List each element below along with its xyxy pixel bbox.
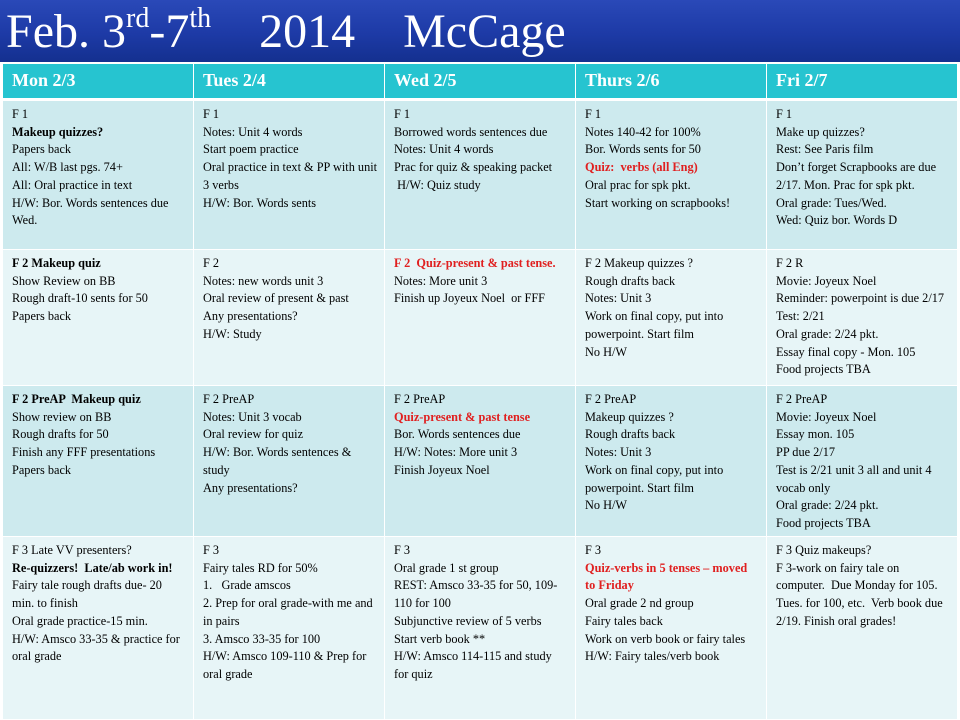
cell-line: Work on final copy, put into powerpoint. Start film: [585, 462, 727, 495]
cell-line: Notes: Unit 3: [585, 445, 652, 460]
cell-line: Subjunctive review of 5 verbs: [394, 613, 542, 628]
cell-line: Oral grade 1 st group: [394, 560, 499, 575]
cell-line: Notes: More unit 3: [394, 273, 488, 288]
cell-line: Finish any FFF presentations: [12, 445, 156, 460]
cell-line: Fairy tales RD for 50%: [203, 560, 318, 575]
cell-line: Essay mon. 105: [776, 427, 855, 442]
cell-line: Start working on scrapbooks!: [585, 195, 731, 210]
cell-line: F 2 R: [776, 256, 804, 270]
cell-line: Fairy tale rough drafts due- 20 min. to finish: [12, 578, 165, 611]
cell-line: No H/W: [585, 344, 628, 359]
cell-line: H/W: Amsco 109-110 & Prep for oral grade: [203, 649, 370, 681]
cell-line: F 2 PreAP Makeup quiz: [12, 392, 141, 406]
cell-line: H/W: Study: [203, 326, 262, 341]
title-date-start: Feb. 3: [6, 5, 126, 58]
cell-line: Re-quizzers! Late/ab work in!: [12, 560, 173, 575]
schedule-cell: [576, 250, 767, 386]
cell-line: 2. Prep for oral grade-with me and in pairs: [203, 596, 376, 628]
cell-line: F 3 Late VV presenters?: [12, 543, 132, 557]
schedule-cell: [194, 250, 385, 386]
cell-line: F 3: [585, 543, 602, 557]
cell-line: Oral grade: Tues/Wed.: [776, 195, 887, 210]
cell-line: H/W: Notes: More unit 3: [394, 445, 518, 460]
schedule-cell: [3, 100, 194, 250]
cell-line: Oral grade: 2/24 pkt.: [776, 326, 879, 341]
schedule-cell: [767, 386, 958, 537]
schedule-cell: [194, 386, 385, 537]
cell-line: Oral review for quiz: [203, 427, 304, 442]
quiz-alert-line: F 2 Quiz-present & past tense.: [394, 256, 556, 270]
cell-line: Any presentations?: [203, 480, 298, 495]
cell-line: Bor. Words sents for 50: [585, 142, 701, 157]
table-row: [3, 537, 958, 720]
cell-line: H/W: Amsco 33-35 & practice for oral grade: [12, 631, 183, 664]
cell-line: H/W: Bor. Words sents: [203, 195, 317, 210]
cell-line: Papers back: [12, 309, 72, 324]
cell-line: F 2 PreAP: [776, 392, 828, 406]
cell-line: All: Oral practice in text: [12, 177, 133, 192]
cell-line: Food projects TBA: [776, 362, 871, 377]
cell-line: Test is 2/21 unit 3 all and unit 4 vocab only: [776, 462, 935, 495]
title-sup-rd: rd: [126, 3, 150, 34]
cell-line: H/W: Bor. Words sentences due Wed.: [12, 195, 172, 228]
cell-line: Makeup quizzes?: [12, 124, 104, 139]
schedule-cell: [385, 537, 576, 720]
cell-line: F 1: [203, 107, 220, 121]
cell-line: Finish up Joyeux Noel or FFF: [394, 291, 545, 306]
cell-line: Rough drafts for 50: [12, 427, 109, 442]
schedule-cell: [767, 100, 958, 250]
cell-line: Food projects TBA: [776, 515, 871, 530]
table-row: [3, 100, 958, 250]
title-teacher: McCage: [403, 5, 566, 58]
cell-line: H/W: Bor. Words sentences & study: [203, 445, 355, 477]
cell-line: F 3: [394, 543, 411, 557]
quiz-alert-line: Quiz: verbs (all Eng): [585, 160, 698, 175]
quiz-alert-line: Quiz-present & past tense: [394, 409, 531, 424]
cell-line: No H/W: [585, 498, 628, 513]
title-sup-th: th: [189, 3, 212, 34]
schedule-cell: [385, 100, 576, 250]
schedule-cell: [576, 537, 767, 720]
cell-line: Borrowed words sentences due: [394, 124, 548, 139]
cell-line: Movie: Joyeux Noel: [776, 273, 877, 288]
schedule-cell: [3, 250, 194, 386]
schedule-cell: [767, 250, 958, 386]
cell-line: Work on final copy, put into powerpoint. Start film: [585, 309, 727, 341]
cell-line: All: W/B last pgs. 74+: [12, 160, 123, 175]
table-row: [3, 386, 958, 537]
page-title: [6, 4, 566, 60]
day-header: Tues 2/4: [194, 64, 385, 100]
schedule-cell: [385, 250, 576, 386]
title-date-end: -7: [149, 5, 190, 58]
cell-line: Movie: Joyeux Noel: [776, 409, 877, 424]
cell-line: F 3 Quiz makeups?: [776, 543, 872, 557]
cell-line: Any presentations?: [203, 309, 298, 324]
cell-line: Papers back: [12, 462, 72, 477]
schedule-table: [2, 63, 958, 720]
cell-line: Oral grade practice-15 min.: [12, 613, 148, 628]
cell-line: Rough drafts back: [585, 427, 676, 442]
day-header: Mon 2/3: [3, 64, 194, 100]
cell-line: Rest: See Paris film: [776, 142, 874, 157]
cell-line: 1. Grade amscos: [203, 578, 291, 593]
schedule-cell: [194, 100, 385, 250]
cell-line: F 1: [776, 107, 793, 121]
cell-line: Notes: Unit 4 words: [394, 142, 494, 157]
schedule-cell: [194, 537, 385, 720]
schedule-cell: [767, 537, 958, 720]
cell-line: Bor. Words sentences due: [394, 427, 521, 442]
cell-line: Notes: new words unit 3: [203, 273, 324, 288]
cell-line: F 1: [585, 107, 602, 121]
cell-line: 3. Amsco 33-35 for 100: [203, 631, 321, 646]
cell-line: Make up quizzes?: [776, 124, 865, 139]
cell-line: F 2: [203, 256, 220, 270]
day-header-row: [3, 64, 958, 100]
cell-line: Oral review of present & past: [203, 291, 349, 306]
cell-line: Show review on BB: [12, 409, 112, 424]
table-row: [3, 250, 958, 386]
cell-line: Finish Joyeux Noel: [394, 462, 490, 477]
cell-line: H/W: Quiz study: [394, 177, 481, 192]
cell-line: Reminder: powerpoint is due 2/17 Test: 2/21: [776, 291, 954, 324]
cell-line: Don’t forget Scrapbooks are due 2/17. Mon. Prac for spk pkt.: [776, 160, 940, 192]
cell-line: Makeup quizzes ?: [585, 409, 674, 424]
cell-line: Start verb book **: [394, 631, 486, 646]
cell-line: Wed: Quiz bor. Words D: [776, 213, 898, 228]
title-bar: [0, 0, 960, 62]
day-header: Fri 2/7: [767, 64, 958, 100]
title-year: 2014: [259, 5, 356, 58]
cell-line: Notes 140-42 for 100%: [585, 124, 701, 139]
cell-line: F 3-work on fairy tale on computer. Due Monday for 105. Tues. for 100, etc. Verb book due 2/19. Finish oral grades!: [776, 560, 946, 628]
cell-line: Oral grade 2 nd group: [585, 596, 694, 611]
cell-line: F 2 PreAP: [203, 392, 255, 406]
schedule-cell: [576, 386, 767, 537]
quiz-alert-line: Quiz-verbs in 5 tenses – moved to Friday: [585, 560, 751, 593]
cell-line: Fairy tales back: [585, 613, 663, 628]
cell-line: Papers back: [12, 142, 72, 157]
cell-line: Prac for quiz & speaking packet: [394, 160, 553, 175]
cell-line: F 2 PreAP: [394, 392, 446, 406]
cell-line: Start poem practice: [203, 142, 299, 157]
cell-line: F 2 Makeup quiz: [12, 256, 101, 270]
cell-line: F 2 PreAP: [585, 392, 637, 406]
cell-line: H/W: Amsco 114-115 and study for quiz: [394, 649, 555, 681]
schedule-cell: [3, 537, 194, 720]
schedule-cell: [576, 100, 767, 250]
cell-line: F 3: [203, 543, 220, 557]
cell-line: F 1: [394, 107, 411, 121]
cell-line: Notes: Unit 4 words: [203, 124, 303, 139]
cell-line: F 2 Makeup quizzes ?: [585, 256, 693, 270]
cell-line: Notes: Unit 3 vocab: [203, 409, 302, 424]
cell-line: REST: Amsco 33-35 for 50, 109-110 for 100: [394, 578, 558, 611]
cell-line: Oral grade: 2/24 pkt.: [776, 498, 879, 513]
cell-line: Oral practice in text & PP with unit 3 verbs: [203, 160, 381, 192]
day-header: Wed 2/5: [385, 64, 576, 100]
cell-line: Oral prac for spk pkt.: [585, 177, 691, 192]
cell-line: Rough draft-10 sents for 50: [12, 291, 148, 306]
cell-line: H/W: Fairy tales/verb book: [585, 649, 720, 664]
cell-line: Essay final copy - Mon. 105: [776, 344, 916, 359]
cell-line: PP due 2/17: [776, 445, 835, 460]
schedule-body: [3, 100, 958, 720]
cell-line: F 1: [12, 107, 29, 121]
schedule-cell: [385, 386, 576, 537]
schedule-cell: [3, 386, 194, 537]
cell-line: Show Review on BB: [12, 273, 116, 288]
cell-line: Rough drafts back: [585, 273, 676, 288]
cell-line: Work on verb book or fairy tales: [585, 631, 746, 646]
cell-line: Notes: Unit 3: [585, 291, 652, 306]
day-header: Thurs 2/6: [576, 64, 767, 100]
